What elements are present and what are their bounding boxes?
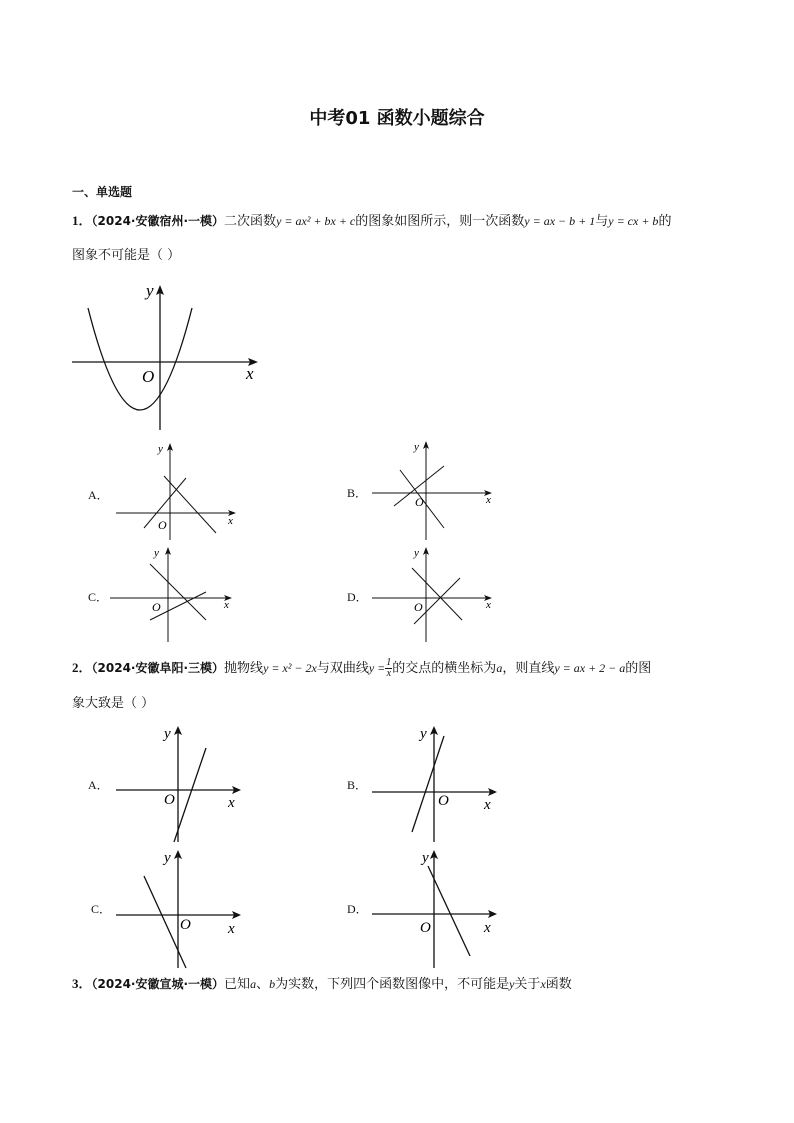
question-1-line-2: 图象不可能是（ ）	[72, 248, 181, 263]
svg-text:x: x	[486, 494, 491, 506]
origin-label: O	[142, 367, 155, 386]
page-title: 中考01 函数小题综合	[309, 108, 485, 129]
q1-option-a-graph[interactable]	[114, 438, 240, 542]
svg-text:y: y	[414, 441, 419, 453]
fraction: $\frac{1}{x}$	[386, 657, 392, 679]
svg-text:x: x	[228, 921, 235, 937]
q2-option-d-graph[interactable]	[370, 846, 502, 970]
formula: y = ax + 2 − a	[554, 661, 626, 675]
question-number: 1．	[72, 213, 92, 228]
svg-text:y: y	[154, 547, 159, 559]
svg-text:x: x	[484, 920, 491, 936]
svg-text:O: O	[152, 600, 161, 614]
q2-option-d-label[interactable]: D．	[347, 902, 368, 916]
svg-text:O: O	[164, 792, 175, 808]
question-source: （2024·安徽阜阳·三模）	[91, 661, 225, 675]
y-label: y	[146, 282, 154, 300]
parabola-figure	[68, 282, 264, 432]
svg-text:O: O	[438, 793, 449, 809]
section-heading: 一、单选题	[72, 185, 133, 199]
question-3-line-1: 3．（2024·安徽宣城·一模）已知a、b为实数，下列四个函数图像中，不可能是y关于x函数	[72, 976, 572, 992]
q1-option-b-graph[interactable]	[370, 436, 496, 542]
svg-text:x: x	[224, 599, 229, 611]
formula: y =	[368, 661, 386, 675]
q2-option-c-label[interactable]: C．	[91, 902, 112, 916]
q2-option-b-label[interactable]: B．	[347, 778, 368, 792]
question-2-line-1: 2．（2024·安徽阜阳·三模）抛物线y = x² − 2x与双曲线y = $\frac{1}{x}$ 的交点的横坐标为a，则直线y = ax + 2 − a的图	[72, 657, 652, 679]
svg-text:y: y	[158, 443, 163, 455]
q1-option-d-graph[interactable]	[370, 542, 498, 644]
question-number: 3．	[72, 976, 92, 991]
svg-text:x: x	[228, 795, 235, 811]
q1-option-a-label[interactable]: A．	[88, 488, 109, 502]
svg-text:x: x	[484, 797, 491, 813]
formula: y = x² − 2x	[263, 661, 317, 675]
question-1-line-1: 1．（2024·安徽宿州·一模）二次函数y = ax² + bx + c的图象如图所示，则一次函数y = ax − b + 1与y = cx + b的	[72, 213, 672, 229]
svg-text:O: O	[158, 518, 167, 532]
q2-option-a-graph[interactable]	[114, 722, 246, 844]
q2-option-b-graph[interactable]	[370, 722, 502, 844]
svg-text:x: x	[228, 515, 233, 527]
q1-option-b-label[interactable]: B．	[347, 486, 368, 500]
parabola-curve	[88, 308, 192, 410]
svg-text:x: x	[486, 599, 491, 611]
svg-text:y: y	[164, 726, 171, 742]
svg-text:y: y	[422, 850, 429, 866]
line	[174, 748, 206, 842]
svg-text:y: y	[420, 726, 427, 742]
line-2	[164, 476, 216, 533]
svg-text:O: O	[414, 600, 423, 614]
q1-option-c-label[interactable]: C．	[88, 590, 109, 604]
x-label: x	[246, 364, 254, 383]
formula: y = ax − b + 1	[524, 214, 596, 228]
line	[412, 736, 444, 832]
formula: y = ax² + bx + c	[276, 214, 356, 228]
q1-option-c-graph[interactable]	[108, 542, 238, 644]
question-number: 2．	[72, 660, 92, 675]
formula: y = cx + b	[608, 214, 659, 228]
svg-text:y: y	[164, 850, 171, 866]
question-source: （2024·安徽宣城·一模）	[91, 977, 225, 991]
question-2-line-2: 象大致是（ ）	[72, 696, 155, 711]
svg-text:O: O	[415, 495, 424, 509]
q2-option-c-graph[interactable]	[114, 846, 246, 970]
q2-option-a-label[interactable]: A．	[88, 778, 109, 792]
question-source: （2024·安徽宿州·一模）	[91, 214, 225, 228]
q1-option-d-label[interactable]: D．	[347, 590, 368, 604]
svg-text:O: O	[420, 920, 431, 936]
svg-text:y: y	[414, 547, 419, 559]
svg-text:O: O	[180, 917, 191, 933]
